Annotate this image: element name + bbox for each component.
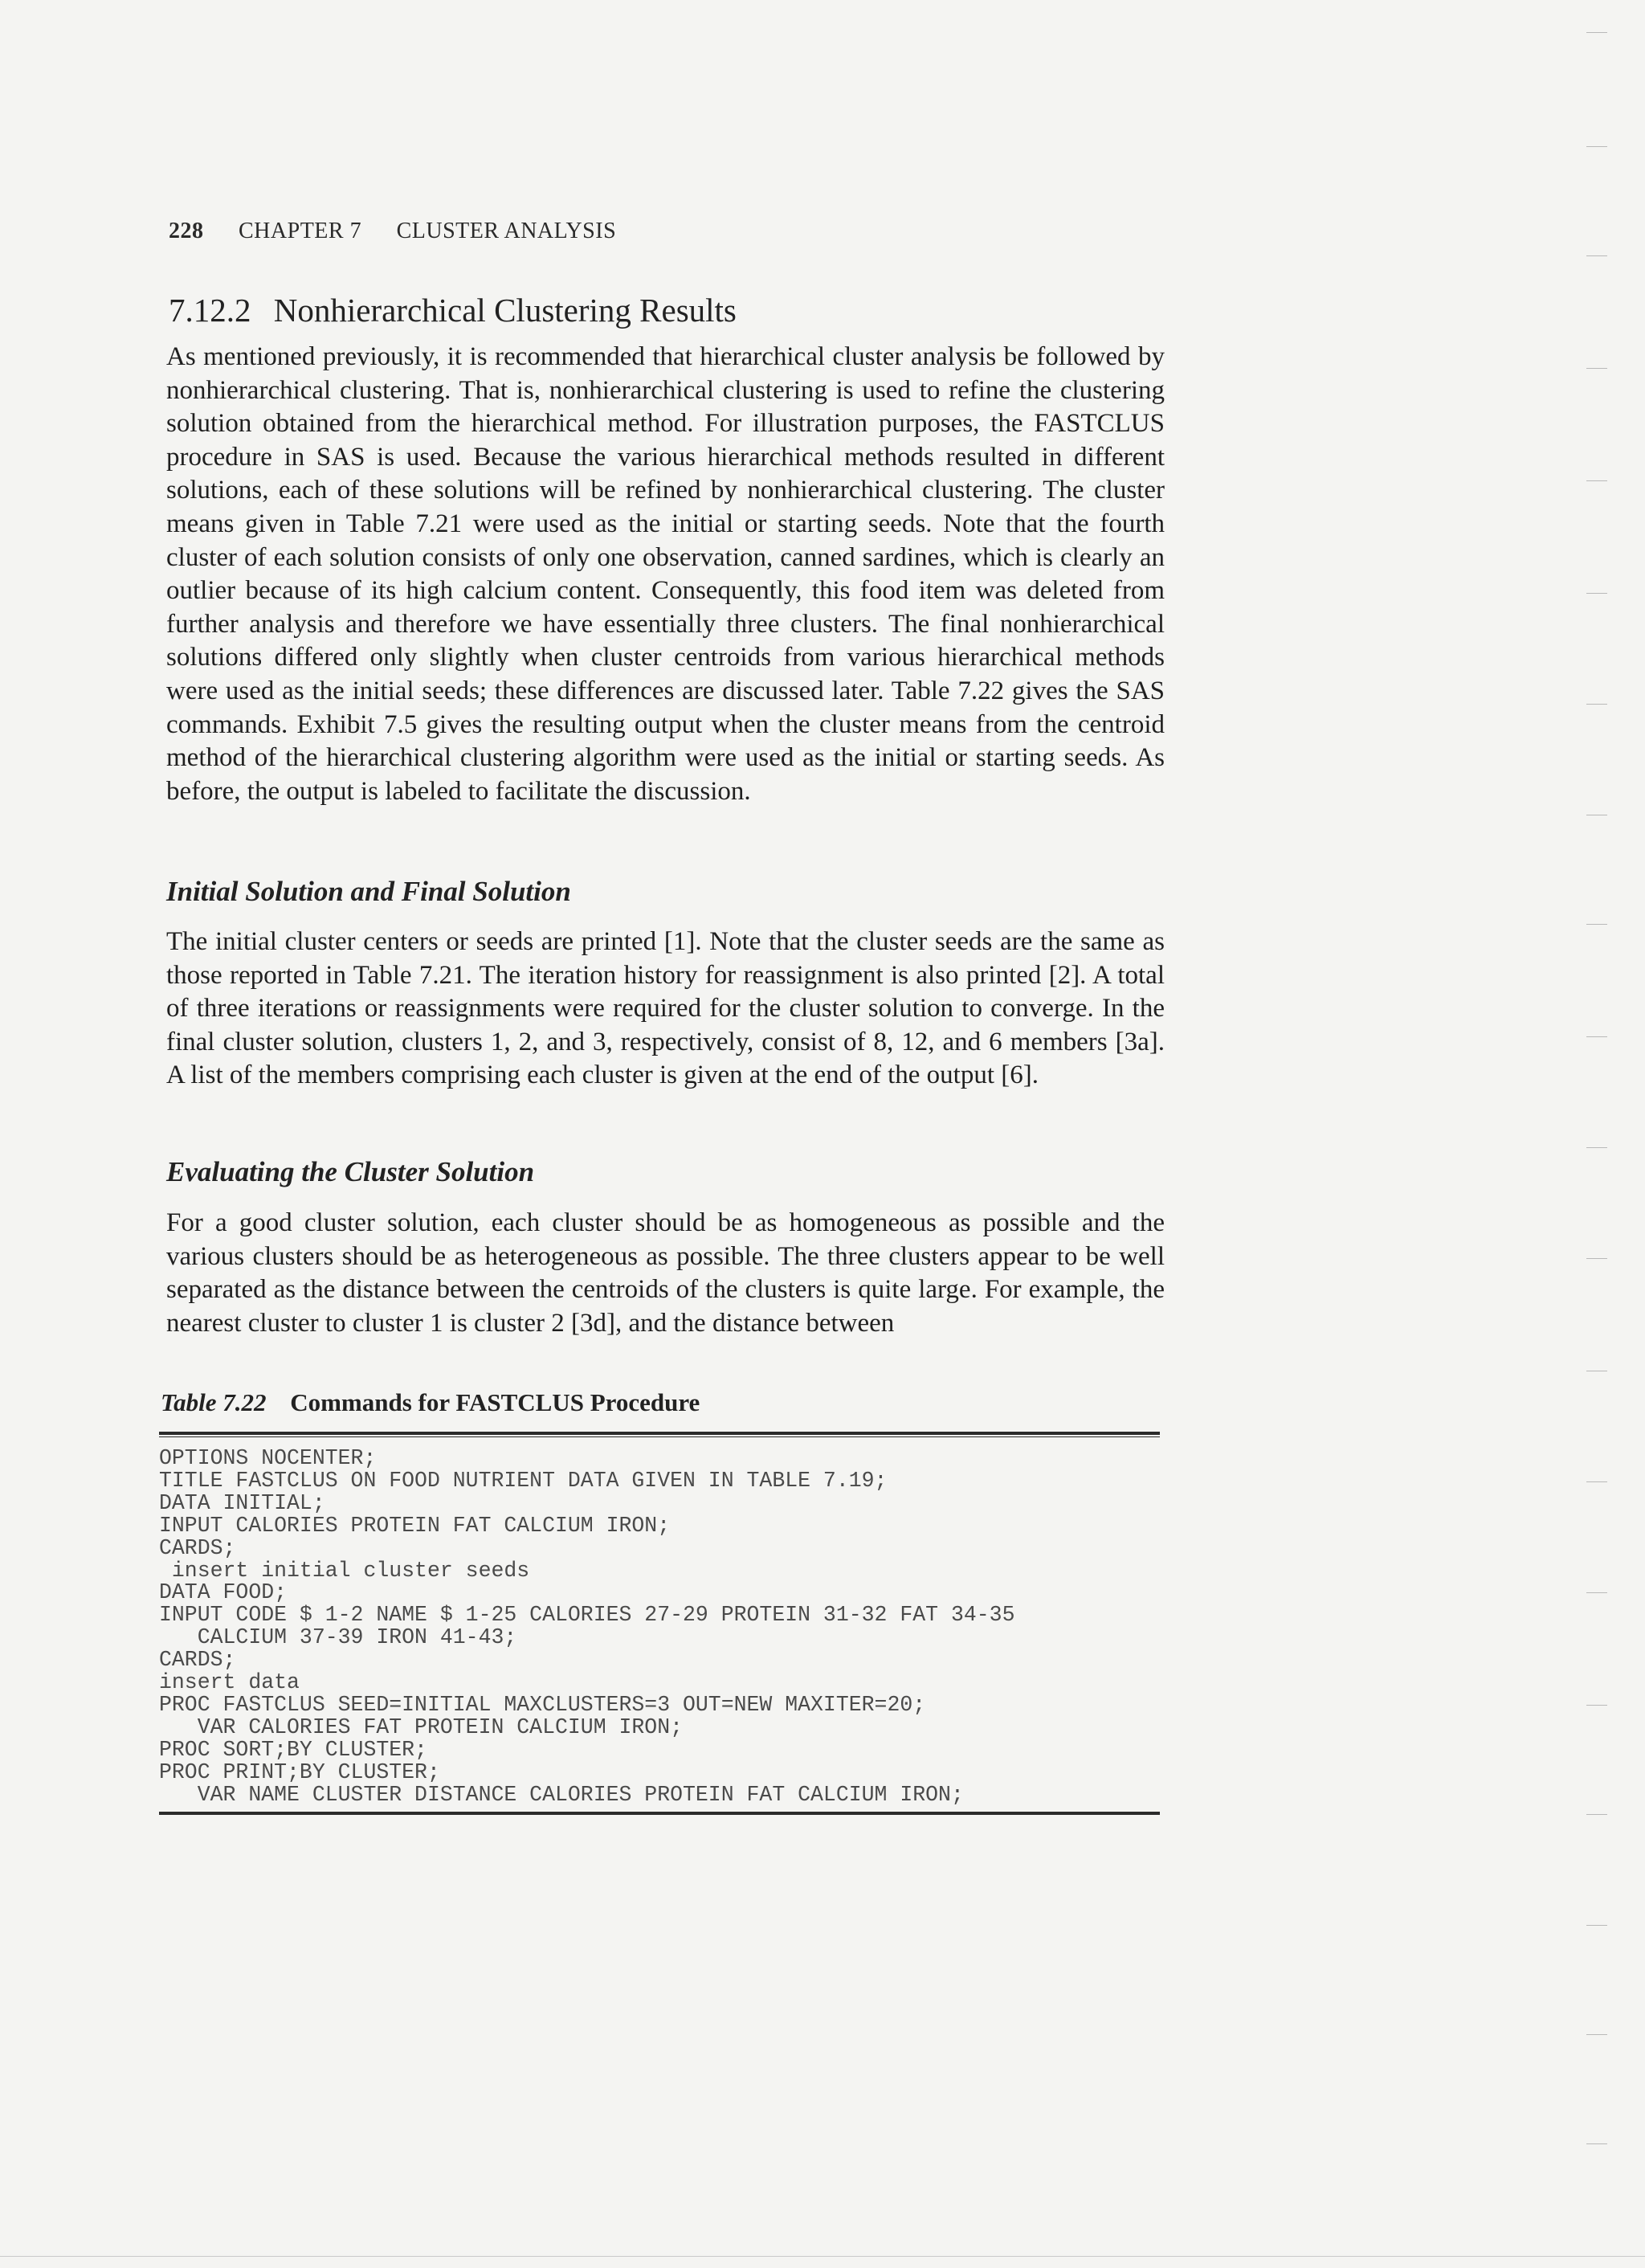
- margin-tick: [1586, 2034, 1607, 2035]
- margin-tick: [1586, 1705, 1607, 1706]
- subsection-heading: Initial Solution and Final Solution: [166, 876, 571, 907]
- margin-tick: [1586, 704, 1607, 705]
- table-bottom-rule: [159, 1812, 1160, 1815]
- code-line: insert data: [159, 1670, 300, 1695]
- margin-tick: [1586, 593, 1607, 594]
- code-line: CALCIUM 37-39 IRON 41-43;: [159, 1625, 517, 1650]
- table-top-rule: [159, 1432, 1160, 1435]
- margin-tick: [1586, 1147, 1607, 1148]
- code-line: CARDS;: [159, 1648, 236, 1673]
- page-number: 228: [169, 219, 204, 243]
- subsection-block: [166, 926, 1165, 1093]
- code-line: CARDS;: [159, 1535, 236, 1560]
- code-line: INPUT CALORIES PROTEIN FAT CALCIUM IRON;: [159, 1513, 671, 1538]
- code-line: PROC FASTCLUS SEED=INITIAL MAXCLUSTERS=3 OUT=NEW MAXITER=20;: [159, 1692, 926, 1717]
- margin-tick: [1586, 1258, 1607, 1259]
- section-heading: [169, 291, 737, 329]
- table-caption: [161, 1388, 700, 1417]
- code-line: insert initial cluster seeds: [159, 1558, 530, 1583]
- subsection-paragraph: For a good cluster solution, each cluster should be as homogeneous as possible and the various clusters should be as heterogeneous as possible. The three clusters appear to be well separated as the distance between the centroids of the clusters is quite large. For example, the nearest cluster to cluster 1 is cluster 2 [3d], and the distance between: [166, 1208, 1165, 1338]
- margin-tick: [1586, 255, 1607, 256]
- margin-tick: [1586, 368, 1607, 369]
- table-label: Table 7.22: [161, 1388, 267, 1416]
- margin-tick: [1586, 480, 1607, 481]
- margin-tick: [1586, 1592, 1607, 1593]
- scan-bottom-edge: [0, 2256, 1645, 2257]
- code-line: INPUT CODE $ 1-2 NAME $ 1-25 CALORIES 27-29 PROTEIN 31-32 FAT 34-35: [159, 1603, 1015, 1628]
- intro-paragraph: As mentioned previously, it is recommended that hierarchical cluster analysis be followed by nonhierarchical clustering. That is, nonhierarchical clustering is used to refine the clustering solution obtained from the hierarchical method. For illustration purposes, the FASTCLUS procedure in SAS is used. Because the various hierarchical methods resulted in different solutions, each of these solutions will be refined by nonhierarchical clustering. The cluster means given in Table 7.21 were used as the initial or starting seeds. Note that the fourth cluster of each solution consists of only one observation, canned sardines, which is clearly an outlier because of its high calcium content. Consequently, this food item was deleted from further analysis and therefore we have essentially three clusters. The final nonhierarchical solutions differed only slightly when cluster centroids from various hierarchical methods were used as the initial seeds; these differences are discussed later. Table 7.22 gives the SAS commands. Exhibit 7.5 gives the resulting output when the cluster means from the centroid method of the hierarchical clustering algorithm were used as the initial or starting seeds. As before, the output is labeled to facilitate the discussion.: [166, 342, 1165, 806]
- section-title: Nonhierarchical Clustering Results: [273, 292, 737, 329]
- margin-tick: [1586, 1036, 1607, 1037]
- subsection-heading: Evaluating the Cluster Solution: [166, 1156, 535, 1187]
- subsection-block: [166, 1207, 1165, 1340]
- intro-block: [166, 341, 1165, 808]
- margin-tick: [1586, 1814, 1607, 1815]
- margin-tick: [1586, 2143, 1607, 2144]
- code-line: PROC SORT;BY CLUSTER;: [159, 1737, 427, 1762]
- running-head: [169, 219, 616, 244]
- code-line: VAR NAME CLUSTER DISTANCE CALORIES PROTEIN FAT CALCIUM IRON;: [159, 1782, 964, 1807]
- margin-tick: [1586, 1481, 1607, 1482]
- chapter-title: CLUSTER ANALYSIS: [396, 219, 617, 243]
- margin-ticks: [1586, 0, 1618, 2268]
- margin-tick: [1586, 924, 1607, 925]
- sas-code-listing: [159, 1448, 1014, 1807]
- margin-tick: [1586, 1925, 1607, 1926]
- code-line: PROC PRINT;BY CLUSTER;: [159, 1759, 440, 1784]
- code-line: OPTIONS NOCENTER;: [159, 1446, 377, 1470]
- section-number: 7.12.2: [169, 292, 251, 329]
- code-line: VAR CALORIES FAT PROTEIN CALCIUM IRON;: [159, 1714, 684, 1739]
- margin-tick: [1586, 146, 1607, 147]
- margin-tick: [1586, 32, 1607, 33]
- code-line: DATA INITIAL;: [159, 1490, 325, 1515]
- code-line: DATA FOOD;: [159, 1580, 288, 1605]
- table-top-rule-thin: [159, 1436, 1160, 1437]
- table-title: Commands for FASTCLUS Procedure: [290, 1388, 700, 1416]
- code-line: TITLE FASTCLUS ON FOOD NUTRIENT DATA GIVEN IN TABLE 7.19;: [159, 1468, 888, 1493]
- chapter-label: CHAPTER 7: [239, 219, 362, 243]
- subsection-paragraph: The initial cluster centers or seeds are printed [1]. Note that the cluster seeds are the same as those reported in Table 7.21. The iteration history for reassignment is also printed [2]. A total of three iterations or reassignments were required for the cluster solution to converge. In the final cluster solution, clusters 1, 2, and 3, respectively, consist of 8, 12, and 6 members [3a]. A list of the members comprising each cluster is given at the end of the output [6].: [166, 927, 1165, 1090]
